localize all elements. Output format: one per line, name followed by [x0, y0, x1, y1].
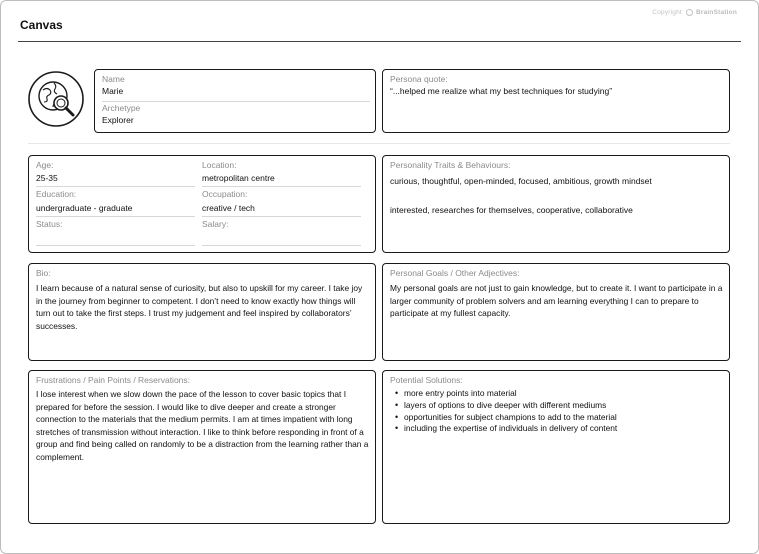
education-label: Education: — [36, 189, 77, 199]
copyright-notice — [652, 9, 737, 16]
personality-traits-line-2: interested, researches for themselves, cooperative, collaborative — [390, 205, 633, 215]
occupation-value: creative / tech — [202, 203, 255, 213]
bio-card — [28, 263, 376, 361]
page-title: Canvas — [20, 18, 63, 32]
frustrations-text: I lose interest when we slow down the pace of the lesson to cover basic topics that I prepared for before the session. I would like to dive deeper and create a stronger connection to the materials that the medium permits. I am at times impatient with long stretches of transmission without interaction. I like to think before responding in front of a group and find being called on randomly to be a distraction from the learning rather than a complement. — [36, 389, 369, 462]
persona-quote-label: Persona quote: — [390, 74, 448, 84]
persona-quote-card — [382, 69, 730, 133]
potential-solutions-list — [394, 388, 724, 435]
potential-solutions-label: Potential Solutions: — [390, 375, 463, 385]
archetype-value: Explorer — [102, 115, 134, 125]
personal-goals-label: Personal Goals / Other Adjectives: — [390, 268, 520, 278]
salary-label: Salary: — [202, 219, 229, 229]
age-underline — [36, 186, 195, 187]
frustrations-card — [28, 370, 376, 524]
personal-goals-card — [382, 263, 730, 361]
profile-card — [94, 69, 376, 133]
personality-traits-line-1: curious, thoughtful, open-minded, focused, ambitious, growth mindset — [390, 176, 652, 186]
personality-traits-label: Personality Traits & Behaviours: — [390, 160, 511, 170]
persona-quote-value: “...helped me realize what my best techniques for studying” — [390, 86, 613, 96]
location-underline — [202, 186, 361, 187]
list-item: • more entry points into material — [394, 388, 724, 400]
list-item: • layers of options to dive deeper with different mediums — [394, 400, 724, 412]
personality-traits-card — [382, 155, 730, 253]
name-underline — [102, 101, 370, 102]
education-value: undergraduate - graduate — [36, 203, 133, 213]
occupation-label: Occupation: — [202, 189, 248, 199]
personal-goals-text: My personal goals are not just to gain knowledge, but to create it. I want to participate in a larger community of problem solvers and am learning everything I can to prepare to participate at my fullest capacity. — [390, 283, 723, 318]
brand-icon — [686, 9, 693, 16]
brand-name: BrainStation — [695, 9, 737, 17]
copyright-text: Copyright — [652, 9, 682, 17]
bio-text: I learn because of a natural sense of curiosity, but also to upskill for my career. I take joy in the journey from beginner to competent. I don’t need to know exactly how things will turn out to take the first steps. I trust my judgement and feel inspired by collaborators’ successes. — [36, 283, 363, 331]
name-value: Marie — [102, 86, 124, 96]
list-item: • opportunities for subject champions to add to the material — [394, 412, 724, 424]
demographics-card — [28, 155, 376, 253]
globe-magnifier-icon — [27, 70, 85, 128]
location-label: Location: — [202, 160, 237, 170]
age-value: 25-35 — [36, 173, 58, 183]
location-value: metropolitan centre — [202, 173, 275, 183]
salary-underline — [202, 245, 361, 246]
bio-label: Bio: — [36, 268, 51, 278]
age-label: Age: — [36, 160, 54, 170]
frustrations-label: Frustrations / Pain Points / Reservations: — [36, 375, 191, 385]
name-label: Name — [102, 74, 125, 84]
education-underline — [36, 216, 195, 217]
header-divider — [18, 41, 741, 42]
archetype-label: Archetype — [102, 103, 141, 113]
list-item: • including the expertise of individuals in delivery of content — [394, 423, 724, 435]
section-divider — [28, 143, 730, 144]
status-underline — [36, 245, 195, 246]
status-label: Status: — [36, 219, 63, 229]
potential-solutions-card — [382, 370, 730, 524]
occupation-underline — [202, 216, 361, 217]
